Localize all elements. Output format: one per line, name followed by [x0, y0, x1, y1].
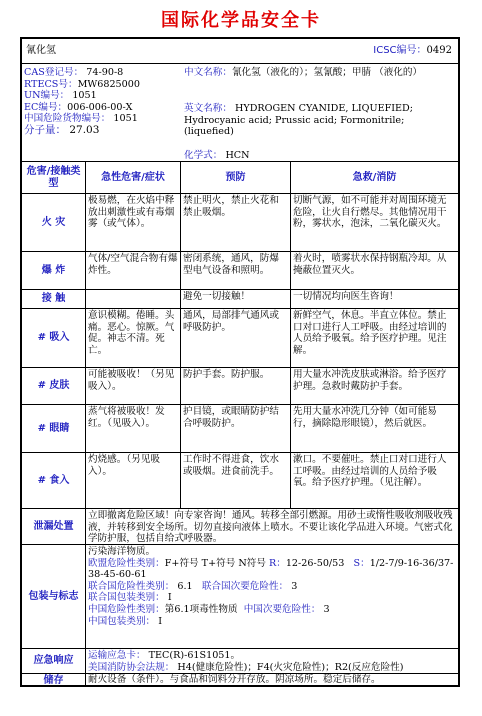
- hazard-aid: 切断气源，如不可能并对周围环境无危险，让火自行燃尽。其他情况用干粉，雾状水，泡沫，二氧化碳灭火。: [290, 194, 458, 251]
- packaging-block: [85, 545, 458, 648]
- hazard-row-eyes: [22, 404, 458, 452]
- hazard-symptoms: 极易燃，在火焰中释放出刺激性或有毒烟雾（或气体）。: [85, 194, 180, 251]
- identifiers-row: [22, 63, 458, 161]
- cn-packing: 中国包装类别： I: [88, 615, 163, 627]
- emergency-label: 应急响应: [33, 655, 74, 667]
- cn-hazard: 中国危险性类别：第6.1项毒性物质 中国次要危险性： 3: [88, 603, 330, 615]
- card-title: 国际化学品安全卡: [161, 10, 321, 31]
- cas-line: CAS登记号： 74-90-8: [24, 67, 124, 78]
- hazard-row-contact: [22, 289, 458, 308]
- hazard-aid: 漱口。不要催吐。禁止口对口进行人工呼吸。由经过培训的人员给予吸氧。给予医疗护理。（见注解）。: [290, 453, 458, 508]
- marine-pollutant: 污染海洋物质。: [88, 546, 156, 557]
- hazard-row-explosion: [22, 251, 458, 289]
- storage-row: [22, 673, 458, 687]
- hazard-row-inhalation: [22, 308, 458, 367]
- hazard-symptoms: 意识模糊。倦睡。头痛。恶心。惊厥。气促。神志不清。死亡。: [85, 309, 180, 367]
- hazard-aid: 新鲜空气，休息。半直立体位。禁止口对口进行人工呼吸。由经过培训的人员给予吸氧。给予医疗护理。见注解。: [290, 309, 458, 367]
- hazard-type: # 吸入: [37, 332, 70, 344]
- hazard-type: # 眼睛: [37, 422, 70, 434]
- col-type: 危害/接触类型: [26, 165, 81, 189]
- eu-classification: 欧盟危险性类别：F+符号 T+符号 N符号 R：12-26-50/53 S：1/2-7/9-16-36/37-38-45-60-61: [88, 557, 454, 581]
- hazard-symptoms: 灼烧感。（另见吸入）。: [85, 453, 180, 508]
- chemical-name: 氰化氢: [26, 45, 56, 56]
- spill-label: 泄漏处置: [33, 520, 74, 532]
- spill-text: 立即撤离危险区域！向专家咨询！通风。转移全部引燃源。用砂土或惰性吸收剂吸收残液，并转移到安全场所。切勿直接向液体上喷水。不要让该化学品进入环境。气密式化学防护服，包括自给式呼吸器。: [85, 509, 458, 544]
- hazard-aid: 着火时，喷雾状水保持钢瓶冷却。从掩蔽位置灭火。: [290, 252, 458, 289]
- hazard-row-fire: [22, 193, 458, 251]
- mw-line: 分子量： 27.03: [24, 123, 100, 136]
- hazard-type: 爆 炸: [41, 264, 66, 276]
- ec-line: EC编号：006-006-00-X: [24, 101, 133, 113]
- col-first-aid: 急救/消防: [290, 162, 458, 193]
- hazard-prevention: 工作时不得进食，饮水或吸烟。进食前洗手。: [180, 453, 290, 508]
- spill-row: [22, 508, 458, 544]
- un-packing: 联合国包装类别： I: [88, 592, 172, 604]
- packaging-label: 包装与标志: [28, 590, 79, 602]
- hazard-row-ingestion: [22, 452, 458, 508]
- icsc-label: ICSC编号：: [373, 45, 427, 56]
- emergency-row: [22, 648, 458, 673]
- hazard-row-skin: [22, 367, 458, 404]
- hazard-prevention: 禁止明火，禁止火花和禁止吸烟。: [180, 194, 290, 251]
- hazard-type: 接 触: [41, 293, 66, 305]
- en-name: 英文名称： HYDROGEN CYANIDE, LIQUEFIED; Hydrocyanic acid; Prussic acid; Formonitrile; (liquefied): [184, 103, 413, 138]
- hazard-prevention: 防护手套。防护服。: [180, 368, 290, 404]
- hazard-prevention: 避免一切接触！: [180, 290, 290, 308]
- icsc-number: [373, 45, 452, 57]
- un-hazard: 联合国危险性类别： 6.1 联合国次要危险性： 3: [88, 580, 298, 592]
- hazard-prevention: 密闭系统，通风，防爆型电气设备和照明。: [180, 252, 290, 289]
- cn-name: 中文名称：氰化氢（液化的）；氢氰酸；甲腈 （液化的）: [184, 67, 423, 78]
- transport-card: 运输应急卡： TEC(R)-61S1051。: [88, 650, 241, 661]
- storage-label: 储存: [43, 674, 64, 686]
- hazard-prevention: 护目镜，或眼睛防护结合呼吸防护。: [180, 405, 290, 452]
- col-prevention: 预防: [180, 162, 290, 193]
- hazard-prevention: 通风，局部排气通风或呼吸防护。: [180, 309, 290, 367]
- column-header-row: [22, 161, 458, 193]
- un-line: UN编号： 1051: [24, 90, 97, 102]
- formula: 化学式： HCN: [184, 150, 250, 161]
- storage-text: 耐火设备（条件）。与食品和饲料分开存放。阴凉场所。稳定后储存。: [85, 674, 458, 687]
- name-row: [22, 39, 458, 63]
- hazard-symptoms: [85, 290, 180, 308]
- rtecs-line: RTECS号：MW6825000: [24, 78, 140, 90]
- cn-line: 中国危险货物编号： 1051: [24, 113, 138, 125]
- hazard-symptoms: 蒸气将被吸收！发红。（见吸入）。: [85, 405, 180, 452]
- nfpa-code: 美国消防协会法规： H4(健康危险性)；F4(火灾危险性)；R2(反应危险性): [88, 661, 404, 673]
- col-symptoms: 急性危害/症状: [85, 162, 180, 193]
- hazard-symptoms: 可能被吸收！（另见吸入）。: [85, 368, 180, 404]
- safety-card: [20, 37, 460, 687]
- hazard-aid: 先用大量水冲洗几分钟（如可能易行，摘除隐形眼镜），然后就医。: [290, 405, 458, 452]
- hazard-type: 火 灾: [41, 216, 66, 228]
- hazard-symptoms: 气体/空气混合物有爆炸性。: [85, 252, 180, 289]
- hazard-type: # 食入: [37, 474, 70, 486]
- emergency-block: [85, 649, 458, 673]
- name-block: [180, 64, 458, 161]
- hazard-aid: 一切情况均向医生咨询！: [290, 290, 458, 308]
- packaging-row: [22, 544, 458, 648]
- id-block: [22, 64, 180, 161]
- hazard-type: # 皮肤: [37, 380, 70, 392]
- icsc-value: 0492: [426, 45, 452, 56]
- hazard-aid: 用大量水冲洗皮肤或淋浴。给予医疗护理。急救时戴防护手套。: [290, 368, 458, 404]
